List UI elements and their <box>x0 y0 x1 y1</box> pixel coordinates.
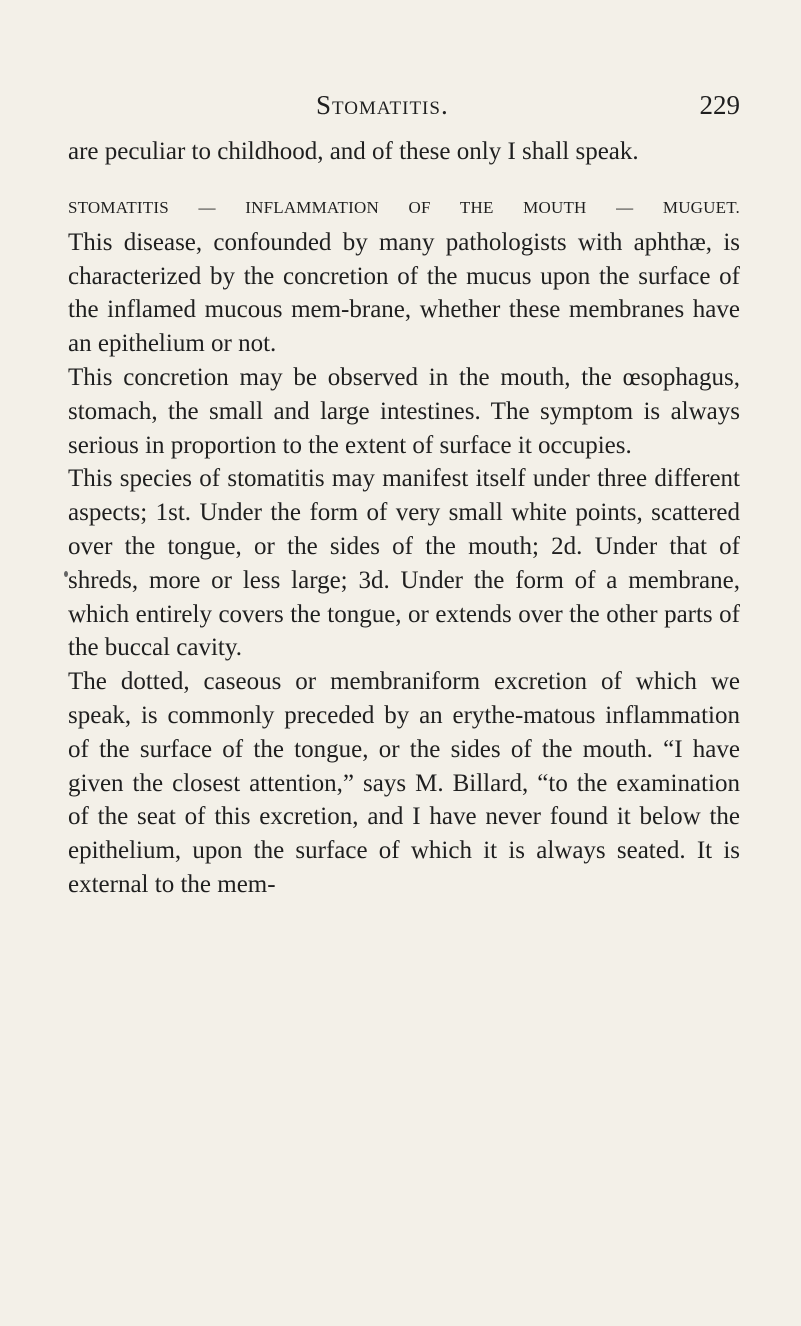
paragraph-excretion-description: The dotted, caseous or membraniform excretion of which we speak, is commonly preceded by an erythe-matous inflammation of the surface of the tongue, or the sides of the mouth. “I have given the closest attention,” says M. Billard, “to the examination of the seat of this excretion, and I have never found it below the epithelium, upon the surface of which it is always seated. It is external to the mem- <box>68 668 740 898</box>
section-heading: STOMATITIS — INFLAMMATION OF THE MOUTH — MUGUET. <box>68 197 740 217</box>
intro-paragraph: are peculiar to childhood, and of these only I shall speak. <box>68 138 639 165</box>
paragraph-disease-definition: This disease, confounded by many pathologists with aphthæ, is characterized by the concretion of the mucus upon the surface of the inflamed mucous mem-brane, whether these membranes have an epithelium or not. <box>68 228 740 358</box>
page-number: 229 <box>699 90 740 120</box>
page-header <box>68 90 740 130</box>
paragraph-concretion-sites: This concretion may be observed in the mouth, the œsophagus, stomach, the small and large intestines. The symptom is always serious in proportion to the extent of surface it occupies. <box>68 363 740 459</box>
running-title: Stomatitis. <box>316 90 449 120</box>
body-text <box>68 135 740 902</box>
paragraph-stomatitis-aspects: This species of stomatitis may manifest itself under three different aspects; 1st. Under the form of very small white points, scattered over the tongue, or the sides of the mouth; 2d. Under that of shreds, more or less large; 3d. Under the form of a membrane, which entirely covers the tongue, or extends over the other parts of the buccal cavity. <box>68 465 740 662</box>
small-print-mark <box>64 571 68 577</box>
